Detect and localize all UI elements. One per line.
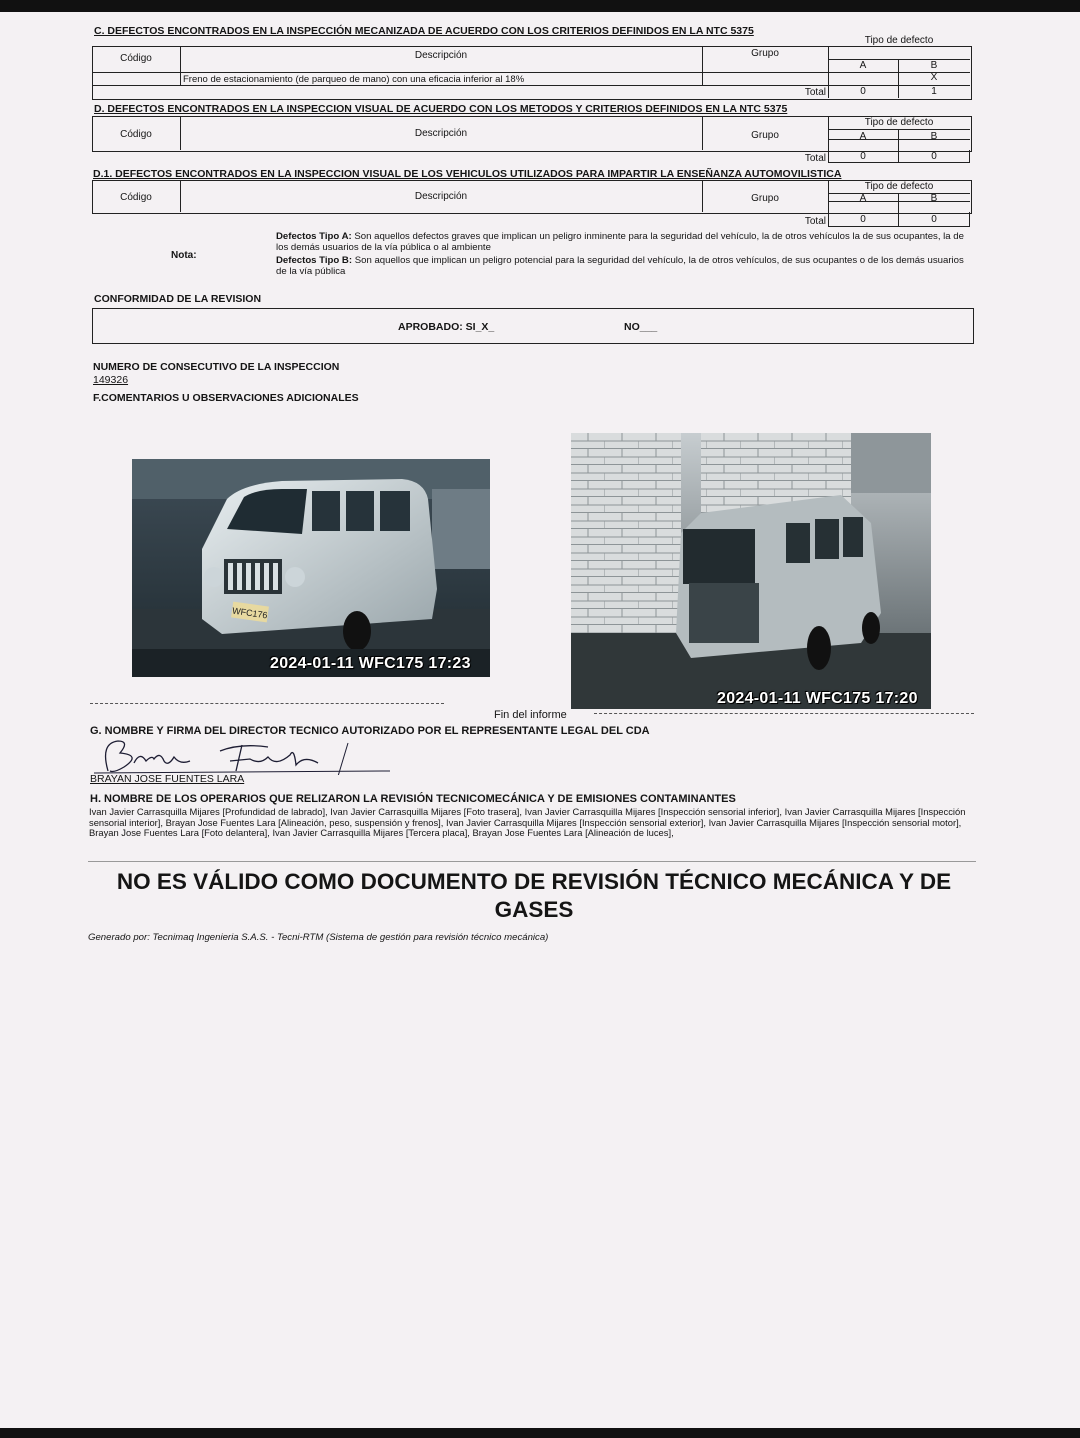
col-descripcion: Descripción (414, 191, 468, 202)
col-b: B (930, 131, 938, 142)
document-page (0, 12, 1080, 1428)
divider-right (594, 713, 974, 714)
nota-tipo-b (276, 255, 968, 277)
nota-label: Nota: (171, 250, 197, 261)
defect-description: Freno de estacionamiento (de parqueo de mano) con una eficacia inferior al 18% (183, 74, 525, 85)
col-b: B (930, 60, 938, 71)
front-photo-timestamp: 2024-01-11 WFC175 17:23 (270, 655, 471, 672)
aprobado-no: NO___ (624, 321, 658, 333)
section-d1-title: D.1. DEFECTOS ENCONTRADOS EN LA INSPECCION VISUAL DE LOS VEHICULOS UTILIZADOS PARA IMPARTIR LA ENSEÑANZA AUTOMOVILISTICA (93, 168, 842, 180)
consecutivo-label: NUMERO DE CONSECUTIVO DE LA INSPECCION (93, 361, 340, 373)
section-c-title: C. DEFECTOS ENCONTRADOS EN LA INSPECCIÓN MECANIZADA DE ACUERDO CON LOS CRITERIOS DEFINIDOS EN LA NTC 5375 (94, 25, 754, 37)
total-b: 0 (931, 151, 937, 162)
bottom-edge (0, 1428, 1080, 1438)
tipo-a-label: Defectos Tipo A: (276, 231, 352, 242)
total-a: 0 (860, 86, 866, 97)
total-label: Total (804, 153, 826, 164)
section-h-title: H. NOMBRE DE LOS OPERARIOS QUE RELIZARON LA REVISIÓN TECNICOMECÁNICA Y DE EMISIONES CONTAMINANTES (90, 793, 736, 805)
rear-photo-timestamp: 2024-01-11 WFC175 17:20 (717, 690, 918, 707)
vehicle-rear-image (571, 433, 931, 709)
vehicle-front-photo (132, 459, 490, 677)
conformidad-box (92, 308, 974, 344)
col-tipo-defecto: Tipo de defecto (864, 117, 934, 128)
col-codigo: Código (120, 129, 152, 140)
tipo-b-text: Son aquellos que implican un peligro potencial para la seguridad del vehículo, la de otros vehículos, de sus ocupantes o de los demás usuarios de la vía pública (276, 255, 964, 277)
total-label: Total (804, 87, 826, 98)
operarios-list: Ivan Javier Carrasquilla Mijares [Profundidad de labrado], Ivan Javier Carrasquilla Mijares [Foto trasera], Ivan Javier Carrasquilla Mijares [Inspección sensorial inferior], Ivan Javier Carrasquilla Mijares [Inspección sensorial interior], Brayan Jose Fuentes Lara [Alineación, peso, suspensión y frenos], Ivan Javier Carrasquilla Mijares [Inspección sensorial exterior], Ivan Javier Carrasquilla Mijares [Inspección sensorial motor], Brayan Jose Fuentes Lara [Foto delantera], Ivan Javier Carrasquilla Mijares [Tercera placa], Brayan Jose Fuentes Lara [Alineación de luces], (89, 806, 966, 839)
consecutivo-value: 149326 (93, 374, 129, 386)
col-grupo: Grupo (751, 48, 779, 59)
col-b: B (930, 193, 938, 204)
col-grupo: Grupo (751, 193, 779, 204)
total-label: Total (804, 216, 826, 227)
section-g-title: G. NOMBRE Y FIRMA DEL DIRECTOR TECNICO AUTORIZADO POR EL REPRESENTANTE LEGAL DEL CDA (90, 725, 650, 737)
fin-informe: Fin del informe (494, 709, 567, 721)
col-codigo: Código (120, 192, 152, 203)
conformidad-title: CONFORMIDAD DE LA REVISION (94, 293, 262, 305)
comentarios-title: F.COMENTARIOS U OBSERVACIONES ADICIONALES (93, 392, 359, 404)
not-valid-warning: NO ES VÁLIDO COMO DOCUMENTO DE REVISIÓN TÉCNICO MECÁNICA Y DE GASES (116, 869, 952, 922)
defect-type-b-mark: X (930, 72, 938, 83)
col-grupo: Grupo (751, 130, 779, 141)
top-edge (0, 0, 1080, 12)
section-d-title: D. DEFECTOS ENCONTRADOS EN LA INSPECCION VISUAL DE ACUERDO CON LOS METODOS Y CRITERIOS DEFINIDOS EN LA NTC 5375 (94, 103, 788, 115)
nota-tipo-a (276, 231, 968, 253)
rule (88, 861, 976, 862)
generated-by-footer: Generado por: Tecnimaq Ingenieria S.A.S. - Tecni-RTM (Sistema de gestión para revisión técnico mecánica) (88, 932, 549, 943)
signature-image (90, 737, 390, 775)
col-descripcion: Descripción (414, 128, 468, 139)
aprobado-si: APROBADO: SI_X_ (398, 321, 495, 333)
tipo-b-label: Defectos Tipo B: (276, 255, 353, 266)
vehicle-rear-photo (571, 433, 931, 709)
total-b: 1 (931, 86, 937, 97)
total-a: 0 (860, 214, 866, 225)
front-plate: WFC176 (231, 605, 269, 621)
vehicle-front-image (132, 459, 490, 677)
total-a: 0 (860, 151, 866, 162)
total-b: 0 (931, 214, 937, 225)
col-codigo: Código (120, 53, 152, 64)
col-a: A (859, 60, 867, 71)
col-tipo-defecto: Tipo de defecto (864, 35, 934, 46)
col-tipo-defecto: Tipo de defecto (864, 181, 934, 192)
col-a: A (859, 193, 867, 204)
col-descripcion: Descripción (414, 50, 468, 61)
director-name: BRAYAN JOSE FUENTES LARA (90, 773, 245, 785)
tipo-a-text: Son aquellos defectos graves que implican un peligro inminente para la seguridad del vehículo, la de otros vehículos la de sus ocupantes, la de los demás usuarios de la vía pública o al ambiente (276, 231, 964, 253)
divider-left (90, 703, 444, 704)
director-signature (90, 737, 390, 775)
col-a: A (859, 131, 867, 142)
